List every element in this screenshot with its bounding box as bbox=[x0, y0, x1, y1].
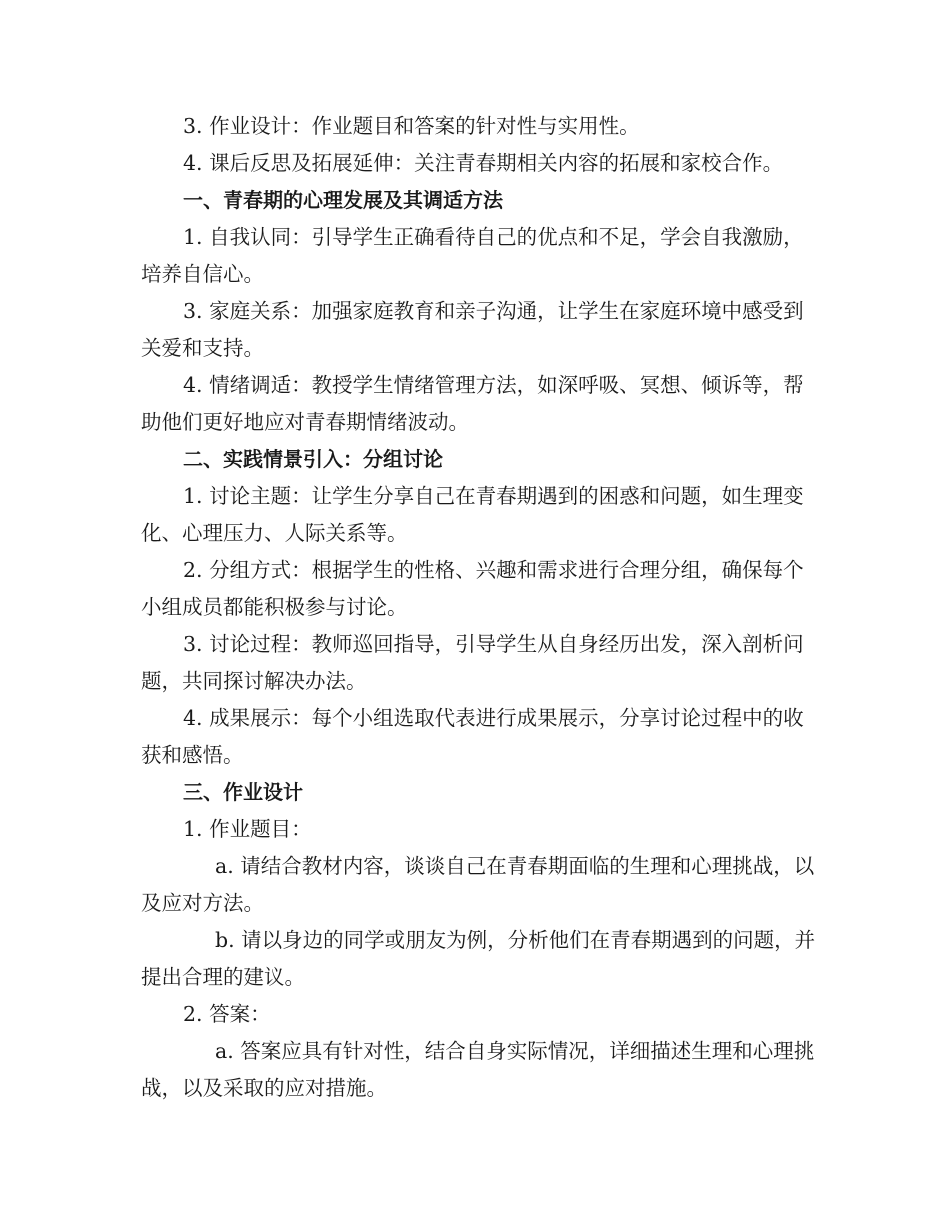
document-body bbox=[141, 108, 821, 1107]
section-heading-1: 一、青春期的心理发展及其调适方法 bbox=[183, 188, 503, 212]
paragraph-family-relations: 3. 家庭关系：加强家庭教育和亲子沟通，让学生在家庭环境中感受到关爱和支持。 bbox=[141, 299, 804, 360]
paragraph-answer-a: a. 答案应具有针对性，结合自身实际情况，详细描述生理和心理挑战，以及采取的应对措施。 bbox=[141, 1039, 815, 1100]
section-heading-2: 二、实践情景引入：分组讨论 bbox=[183, 447, 443, 471]
paragraph-topic-a: a. 请结合教材内容，谈谈自己在青春期面临的生理和心理挑战，以及应对方法。 bbox=[141, 854, 815, 915]
paragraph-topic-b: b. 请以身边的同学或朋友为例，分析他们在青春期遇到的问题，并提出合理的建议。 bbox=[141, 928, 816, 989]
paragraph-grouping-method: 2. 分组方式：根据学生的性格、兴趣和需求进行合理分组，确保每个小组成员都能积极参与讨论。 bbox=[141, 558, 804, 619]
paragraph-emotion-regulation: 4. 情绪调适：教授学生情绪管理方法，如深呼吸、冥想、倾诉等，帮助他们更好地应对青春期情绪波动。 bbox=[141, 373, 804, 434]
paragraph-discussion-process: 3. 讨论过程：教师巡回指导，引导学生从自身经历出发，深入剖析问题，共同探讨解决办法。 bbox=[141, 632, 804, 693]
section-heading-3: 三、作业设计 bbox=[183, 780, 303, 804]
paragraph-self-identity: 1. 自我认同：引导学生正确看待自己的优点和不足，学会自我激励，培养自信心。 bbox=[141, 225, 804, 286]
paragraph-homework-design: 3. 作业设计：作业题目和答案的针对性与实用性。 bbox=[183, 114, 640, 138]
paragraph-reflection-extension: 4. 课后反思及拓展延伸：关注青春期相关内容的拓展和家校合作。 bbox=[183, 151, 784, 175]
paragraph-answers: 2. 答案： bbox=[183, 1002, 271, 1026]
paragraph-discussion-topic: 1. 讨论主题：让学生分享自己在青春期遇到的困惑和问题，如生理变化、心理压力、人际关系等。 bbox=[141, 484, 804, 545]
paragraph-homework-topics: 1. 作业题目： bbox=[183, 817, 312, 841]
paragraph-results-showcase: 4. 成果展示：每个小组选取代表进行成果展示，分享讨论过程中的收获和感悟。 bbox=[141, 706, 804, 767]
